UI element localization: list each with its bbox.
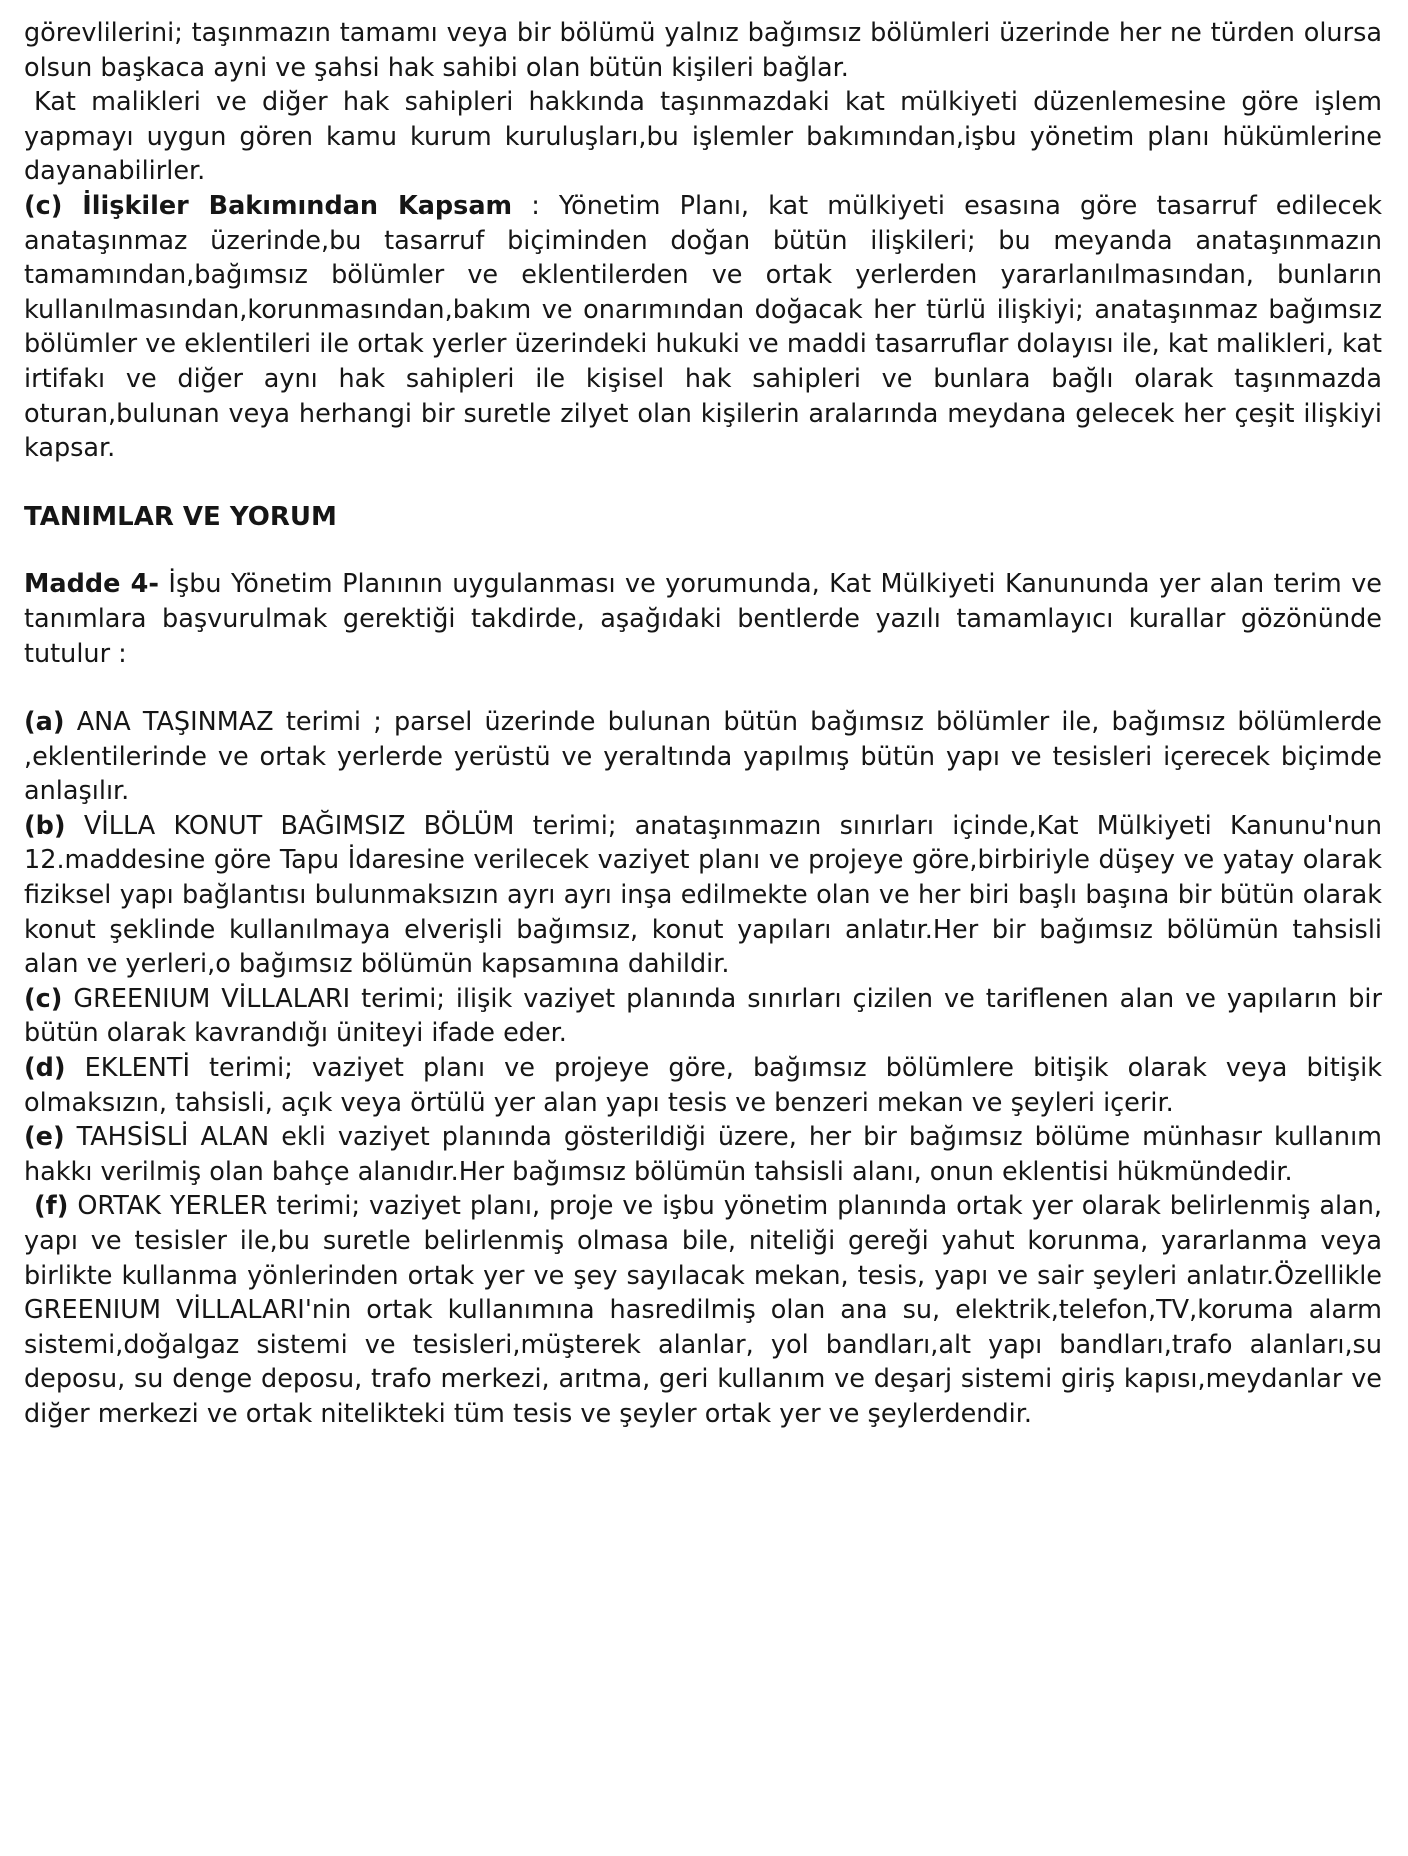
definition-text: ORTAK YERLER terimi; vaziyet planı, proje ve işbu yönetim planında ortak yer olarak belirlenmiş alan, yapı ve tesisler ile,bu suretle belirlenmiş olmasa bile, niteliği gereği yahut korunma, yararlanma veya birlikte kullanma yönlerinden ortak yer ve şey sayılacak mekan, tesis, yapı ve sair şeyleri anlatır.Özellikle GREENIUM VİLLALARI'nin ortak kullanımına hasredilmiş olan ana su, elektrik,telefon,TV,koruma alarm sistemi,doğalgaz sistemi ve tesisleri,müşterek alanlar, yol bandları,alt yapı bandları,trafo alanları,su deposu, su denge deposu, trafo merkezi, arıtma, geri kullanım ve deşarj sistemi giriş kapısı,meydanlar ve diğer merkezi ve ortak nitelikteki tüm tesis ve şeyler ortak yer ve şeylerdendir.: [24, 1191, 1382, 1429]
scope-paragraph-c: [24, 189, 1382, 466]
definition-text: GREENIUM VİLLALARI terimi; ilişik vaziyet planında sınırları çizilen ve tariflenen alan ve yapıların bir bütün olarak kavrandığı üniteyi ifade eder.: [24, 983, 1382, 1049]
definition-label: (f): [34, 1191, 69, 1222]
definition-label: (c): [24, 983, 63, 1014]
scope-paragraph-2: Kat malikleri ve diğer hak sahipleri hakkında taşınmazdaki kat mülkiyeti düzenlemesine göre işlem yapmayı uygun gören kamu kurum kuruluşları,bu işlemler bakımından,işbu yönetim planı hükümlerine dayanabilirler.: [24, 87, 1382, 187]
definition-item-d: [24, 1051, 1382, 1120]
definition-item-e: [24, 1120, 1382, 1189]
definition-item-f: [24, 1189, 1382, 1431]
madde-4-paragraph: [24, 567, 1382, 671]
section-heading: TANIMLAR VE YORUM: [24, 501, 337, 532]
definition-item-a: [24, 705, 1382, 809]
madde-label: Madde 4-: [24, 569, 159, 600]
definition-text: VİLLA KONUT BAĞIMSIZ BÖLÜM terimi; anataşınmazın sınırları içinde,Kat Mülkiyeti Kanunu'nun 12.maddesine göre Tapu İdaresine verilecek vaziyet planı ve projeye göre,birbiriyle düşey ve yatay olarak fiziksel yapı bağlantısı bulunmaksızın ayrı ayrı inşa edilmekte olan ve her biri başlı başına bir bütün olarak konut şeklinde kullanılmaya elverişli bağımsız, konut yapıları anlatır.Her bir bağımsız bölümün tahsisli alan ve yerleri,o bağımsız bölümün kapsamına dahildir.: [24, 810, 1382, 980]
scope-paragraph-1: görevlilerini; taşınmazın tamamı veya bir bölümü yalnız bağımsız bölümleri üzerinde her ne türden olursa olsun başkaca ayni ve şahsi hak sahibi olan bütün kişileri bağlar.: [24, 18, 1382, 83]
definition-label: (e): [24, 1122, 65, 1153]
definition-item-b: [24, 809, 1382, 982]
scope-c-label: (c) İlişkiler Bakımından Kapsam: [24, 190, 513, 221]
document-page: [24, 16, 1382, 1432]
madde-text: İşbu Yönetim Planının uygulanması ve yorumunda, Kat Mülkiyeti Kanununda yer alan terim ve tanımlara başvurulmak gerektiği takdirde, aşağıdaki bentlerde yazılı tamamlayıcı kurallar gözönünde tutulur :: [24, 569, 1382, 669]
definition-text: TAHSİSLİ ALAN ekli vaziyet planında gösterildiği üzere, her bir bağımsız bölüme münhasır kullanım hakkı verilmiş olan bahçe alanıdır.Her bağımsız bölümün tahsisli alanı, onun eklentisi hükmündedir.: [24, 1122, 1382, 1187]
definition-item-c: [24, 982, 1382, 1051]
definition-text: EKLENTİ terimi; vaziyet planı ve projeye göre, bağımsız bölümlere bitişik olarak veya bitişik olmaksızın, tahsisli, açık veya örtülü yer alan yapı tesis ve benzeri mekan ve şeyleri içerir.: [24, 1053, 1382, 1118]
definition-label: (d): [24, 1053, 66, 1084]
definition-label: (b): [24, 810, 66, 841]
scope-c-text: : Yönetim Planı, kat mülkiyeti esasına göre tasarruf edilecek anataşınmaz üzerinde,bu tasarruf biçiminden doğan bütün ilişkileri; bu meyanda anataşınmazın tamamından,bağımsız bölümler ve eklentilerden ve ortak yerlerden yararlanılmasından, bunların kullanılmasından,korunmasından,bakım ve onarımından doğacak her türlü ilişkiyi; anataşınmaz bağımsız bölümler ve eklentileri ile ortak yerler üzerindeki hukuki ve maddi tasarruflar dolayısı ile, kat malikleri, kat irtifakı ve diğer aynı hak sahipleri ile kişisel hak sahipleri ve bunlara bağlı olarak taşınmazda oturan,bulunan veya herhangi bir suretle zilyet olan kişilerin aralarında meydana gelecek her çeşit ilişkiyi kapsar.: [24, 190, 1382, 464]
definition-text: ANA TAŞINMAZ terimi ; parsel üzerinde bulunan bütün bağımsız bölümler ile, bağımsız bölümlerde ,eklentilerinde ve ortak yerlerde yerüstü ve yeraltında yapılmış bütün yapı ve tesisleri içerecek biçimde anlaşılır.: [24, 707, 1382, 807]
definition-label: (a): [24, 707, 65, 738]
